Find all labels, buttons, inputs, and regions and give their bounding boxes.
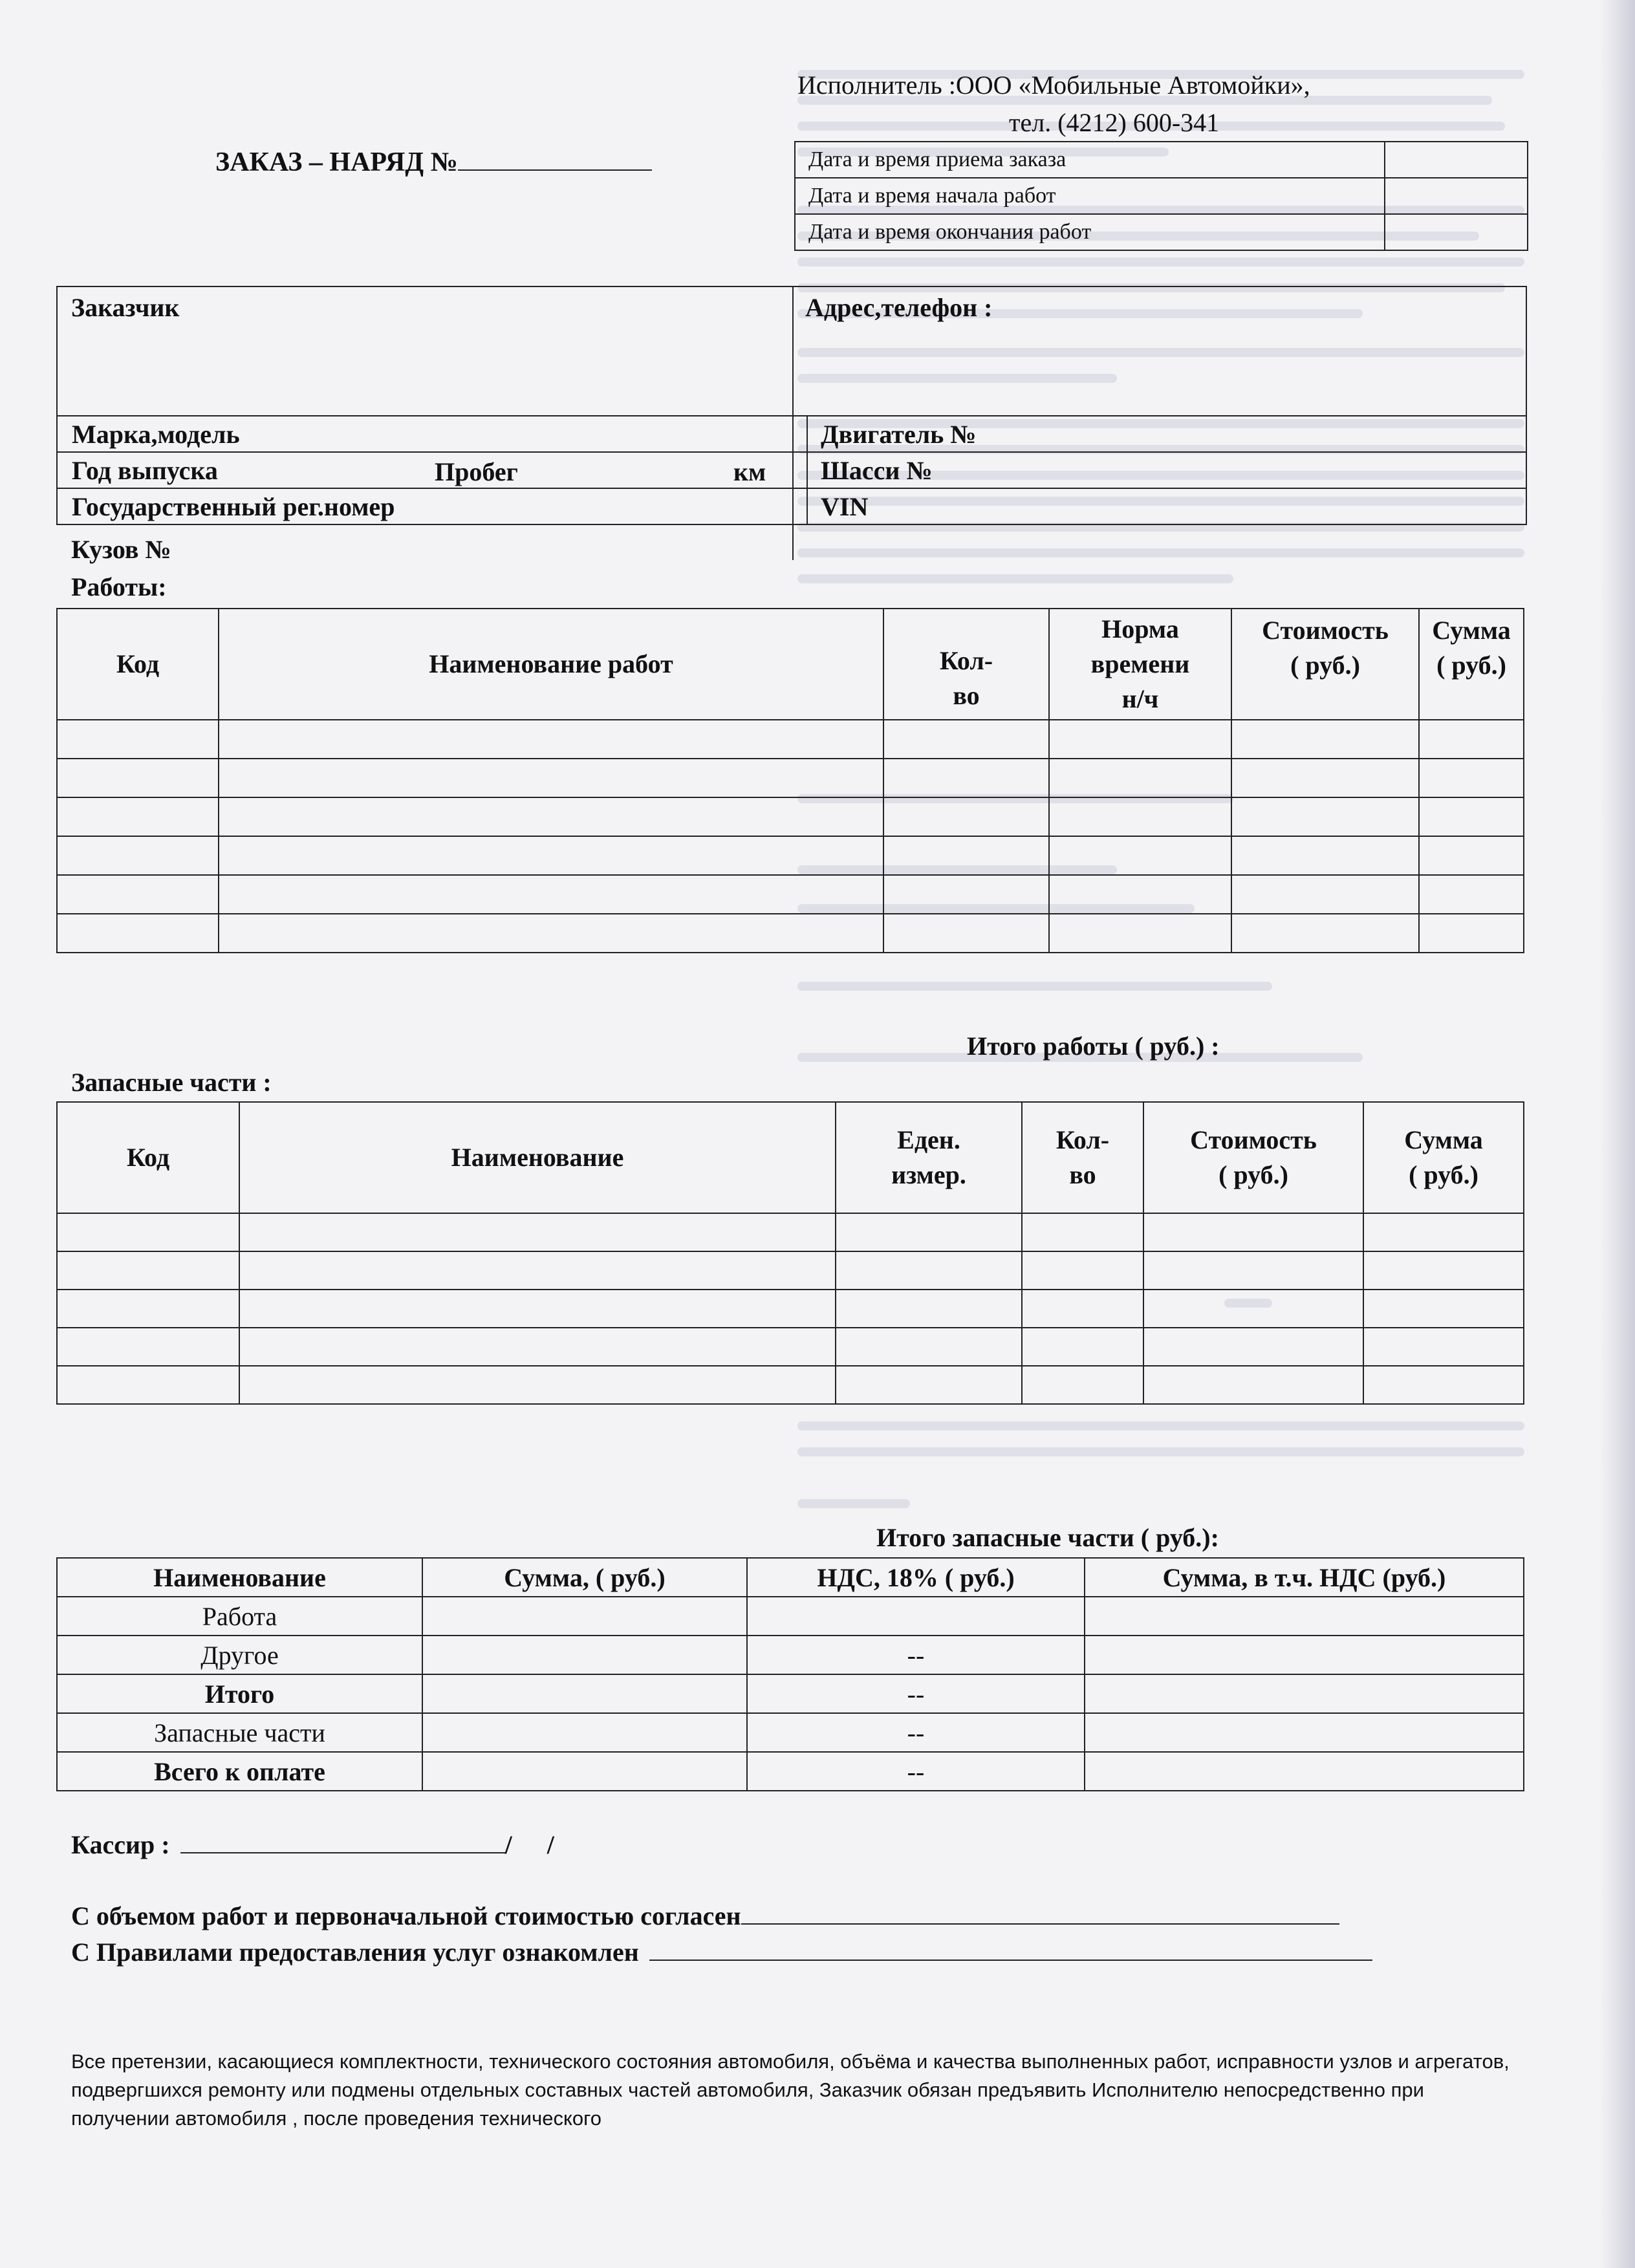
summary-row-name: Запасные части	[57, 1713, 422, 1752]
date-row	[795, 142, 1528, 178]
parts-row[interactable]	[57, 1290, 1524, 1328]
works-row[interactable]	[57, 720, 1524, 759]
summary-row[interactable]	[57, 1752, 1524, 1791]
agree-scope-label: С объемом работ и первоначальной стоимостью согласен	[71, 1901, 741, 1930]
order-title-text: ЗАКАЗ – НАРЯД №	[215, 147, 458, 177]
parts-col-qty: Кол- во	[1022, 1102, 1143, 1213]
parts-col-code: Код	[57, 1102, 239, 1213]
parts-row[interactable]	[57, 1251, 1524, 1290]
cashier-slash-2: /	[547, 1830, 554, 1859]
brand-label[interactable]: Марка,модель	[57, 416, 807, 452]
works-row[interactable]	[57, 759, 1524, 797]
date-row	[795, 214, 1528, 250]
parts-col-unit: Еден. измер.	[836, 1102, 1022, 1213]
engine-label[interactable]: Двигатель №	[807, 416, 1526, 452]
summary-row-name: Другое	[57, 1636, 422, 1674]
works-col-cost: Стоимость ( руб.)	[1231, 609, 1419, 720]
vin-label[interactable]: VIN	[807, 488, 1526, 524]
works-col-norm: Норма времени н/ч	[1049, 609, 1231, 720]
works-col-sum: Сумма ( руб.)	[1419, 609, 1524, 720]
date-start-label: Дата и время начала работ	[795, 178, 1385, 214]
parts-row[interactable]	[57, 1366, 1524, 1404]
date-row	[795, 178, 1528, 214]
works-col-code: Код	[57, 609, 219, 720]
summary-row-vat: --	[747, 1713, 1085, 1752]
works-total-label: Итого работы ( руб.) :	[967, 1031, 1220, 1061]
summary-row-name: Итого	[57, 1674, 422, 1713]
parts-header-row	[57, 1102, 1524, 1213]
cashier-signature-field[interactable]	[180, 1828, 505, 1853]
summary-col-total: Сумма, в т.ч. НДС (руб.)	[1085, 1558, 1524, 1597]
order-number-field[interactable]	[458, 144, 652, 171]
parts-col-sum: Сумма ( руб.)	[1363, 1102, 1524, 1213]
year-label: Год выпуска	[72, 455, 218, 485]
agree-rules-label: С Правилами предоставления услуг ознакомлен	[71, 1938, 639, 1967]
summary-row-vat: --	[747, 1752, 1085, 1791]
dates-table	[794, 141, 1528, 251]
agree-scope-line	[71, 1899, 1339, 1931]
agree-rules-line	[71, 1935, 1372, 1967]
summary-row-vat: --	[747, 1636, 1085, 1674]
parts-col-name: Наименование	[239, 1102, 836, 1213]
works-table	[56, 608, 1524, 953]
executor-line: Исполнитель :ООО «Мобильные Автомойки»,	[797, 70, 1310, 100]
summary-row-name: Работа	[57, 1597, 422, 1636]
claims-note: Все претензии, касающиеся комплектности, технического состояния автомобиля, объёма и качества выполненных работ, исправности узлов и агрегатов, подвергшихся ремонту или подмены отдельных составных частей автомобиля, Заказчик обязан предъявить Исполнителю непосредственно при получении автомобиля , после проведения технического	[71, 2050, 1510, 2130]
executor-phone: тел. (4212) 600-341	[1009, 108, 1220, 137]
agree-scope-signature[interactable]	[741, 1899, 1339, 1925]
vehicle-row	[57, 488, 1526, 524]
parts-table	[56, 1101, 1524, 1405]
summary-header-row	[57, 1558, 1524, 1597]
date-end-value[interactable]	[1385, 214, 1528, 250]
order-title	[215, 144, 652, 178]
summary-row[interactable]	[57, 1674, 1524, 1713]
chassis-label[interactable]: Шасси №	[807, 452, 1526, 488]
vehicle-table	[56, 415, 1527, 525]
vehicle-row	[57, 452, 1526, 488]
works-row[interactable]	[57, 875, 1524, 914]
summary-row[interactable]	[57, 1597, 1524, 1636]
works-row[interactable]	[57, 797, 1524, 836]
works-label: Работы:	[71, 572, 167, 601]
date-received-label: Дата и время приема заказа	[795, 142, 1385, 178]
summary-col-name: Наименование	[57, 1558, 422, 1597]
summary-row[interactable]	[57, 1636, 1524, 1674]
vehicle-row	[57, 416, 1526, 452]
parts-title: Запасные части :	[71, 1068, 272, 1097]
summary-col-vat: НДС, 18% ( руб.)	[747, 1558, 1085, 1597]
summary-row-vat	[747, 1597, 1085, 1636]
works-row[interactable]	[57, 836, 1524, 875]
reg-label[interactable]: Государственный рег.номер	[57, 488, 807, 524]
works-col-name: Наименование работ	[219, 609, 883, 720]
works-header-row	[57, 609, 1524, 720]
cashier-label: Кассир :	[71, 1830, 170, 1859]
parts-row[interactable]	[57, 1328, 1524, 1366]
summary-col-sum: Сумма, ( руб.)	[422, 1558, 747, 1597]
customer-label: Заказчик	[71, 293, 180, 322]
summary-row-vat: --	[747, 1674, 1085, 1713]
page-edge-shadow	[1600, 0, 1635, 2268]
address-label: Адрес,телефон :	[805, 293, 993, 322]
date-end-label: Дата и время окончания работ	[795, 214, 1385, 250]
works-col-qty: Кол- во	[883, 609, 1049, 720]
year-mileage-cell[interactable]	[57, 452, 807, 488]
cashier-line	[71, 1828, 554, 1860]
agree-rules-signature[interactable]	[649, 1935, 1372, 1961]
summary-row-name: Всего к оплате	[57, 1752, 422, 1791]
summary-table	[56, 1557, 1524, 1791]
client-box	[56, 286, 1527, 416]
works-row[interactable]	[57, 914, 1524, 953]
mileage-label: Пробег	[435, 457, 518, 486]
km-label: км	[733, 457, 766, 486]
summary-row[interactable]	[57, 1713, 1524, 1752]
parts-total-label: Итого запасные части ( руб.):	[876, 1523, 1219, 1552]
cashier-slash-1: /	[504, 1830, 512, 1859]
date-start-value[interactable]	[1385, 178, 1528, 214]
date-received-value[interactable]	[1385, 142, 1528, 178]
parts-col-cost: Стоимость ( руб.)	[1143, 1102, 1363, 1213]
body-label: Кузов №	[71, 535, 171, 564]
parts-row[interactable]	[57, 1213, 1524, 1251]
